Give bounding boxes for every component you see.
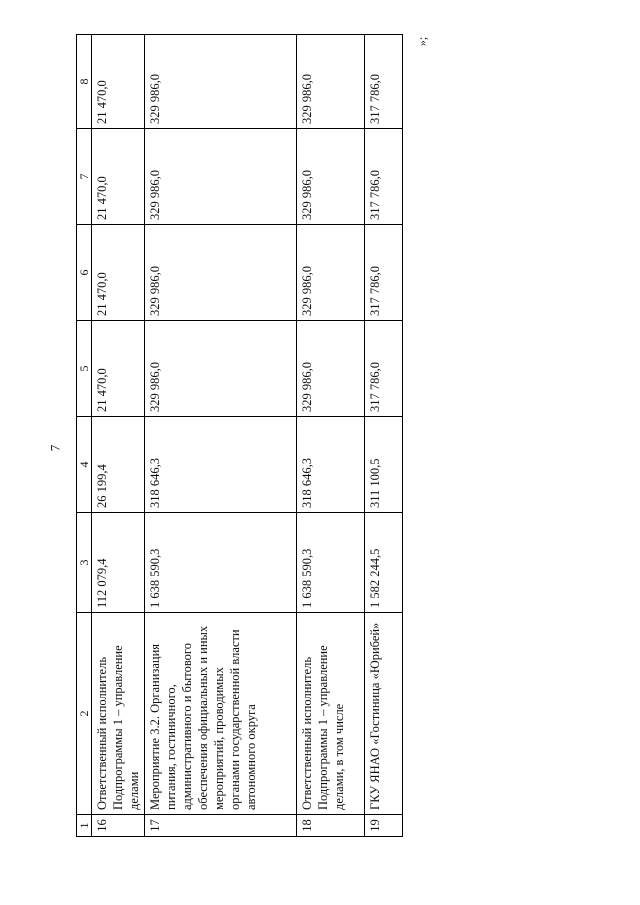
col-header: 7 <box>77 129 92 225</box>
col-header: 5 <box>77 321 92 417</box>
row-index: 18 <box>297 815 365 837</box>
cell-value: 26 199,4 <box>92 417 145 513</box>
cell-value: 317 786,0 <box>365 129 403 225</box>
cell-value: 1 638 590,3 <box>297 513 365 613</box>
cell-value: 311 100,5 <box>365 417 403 513</box>
col-header: 3 <box>77 513 92 613</box>
table-row <box>145 35 297 837</box>
col-header: 4 <box>77 417 92 513</box>
cell-value: 329 986,0 <box>145 225 297 321</box>
cell-value: 329 986,0 <box>145 35 297 129</box>
cell-value: 329 986,0 <box>145 129 297 225</box>
row-description: Ответственный исполнитель Подпрограммы 1 – управление делами, в том числе <box>297 613 365 815</box>
table-row <box>365 35 403 837</box>
budget-table <box>76 34 403 837</box>
cell-value: 317 786,0 <box>365 225 403 321</box>
col-header: 6 <box>77 225 92 321</box>
row-description: Ответственный исполнитель Подпрограммы 1 – управление делами <box>92 613 145 815</box>
row-description: Мероприятие 3.2. Организация питания, гостиничного, административного и бытового обеспечения официальных и иных мероприятий, проводимых органами государственной власти автономного округа <box>145 613 297 815</box>
cell-value: 112 079,4 <box>92 513 145 613</box>
cell-value: 21 470,0 <box>92 129 145 225</box>
cell-value: 329 986,0 <box>297 225 365 321</box>
row-index: 19 <box>365 815 403 837</box>
cell-value: 329 986,0 <box>297 129 365 225</box>
cell-value: 329 986,0 <box>145 321 297 417</box>
cell-value: 317 786,0 <box>365 321 403 417</box>
cell-value: 317 786,0 <box>365 35 403 129</box>
closing-quote-mark: »; <box>415 36 430 47</box>
col-header: 8 <box>77 35 92 129</box>
rotated-table-wrapper <box>76 35 404 837</box>
cell-value: 318 646,3 <box>145 417 297 513</box>
cell-value: 21 470,0 <box>92 321 145 417</box>
cell-value: 329 986,0 <box>297 321 365 417</box>
table-row <box>92 35 145 837</box>
cell-value: 1 638 590,3 <box>145 513 297 613</box>
row-index: 16 <box>92 815 145 837</box>
col-header: 2 <box>77 613 92 815</box>
cell-value: 1 582 244,5 <box>365 513 403 613</box>
cell-value: 21 470,0 <box>92 35 145 129</box>
header-row <box>77 35 92 837</box>
row-description: ГКУ ЯНАО «Гостиница «Юрибей» <box>365 613 403 815</box>
page-number: 7 <box>47 444 63 452</box>
col-header: 1 <box>77 815 92 837</box>
table-row <box>297 35 365 837</box>
cell-value: 329 986,0 <box>297 35 365 129</box>
row-index: 17 <box>145 815 297 837</box>
cell-value: 21 470,0 <box>92 225 145 321</box>
cell-value: 318 646,3 <box>297 417 365 513</box>
